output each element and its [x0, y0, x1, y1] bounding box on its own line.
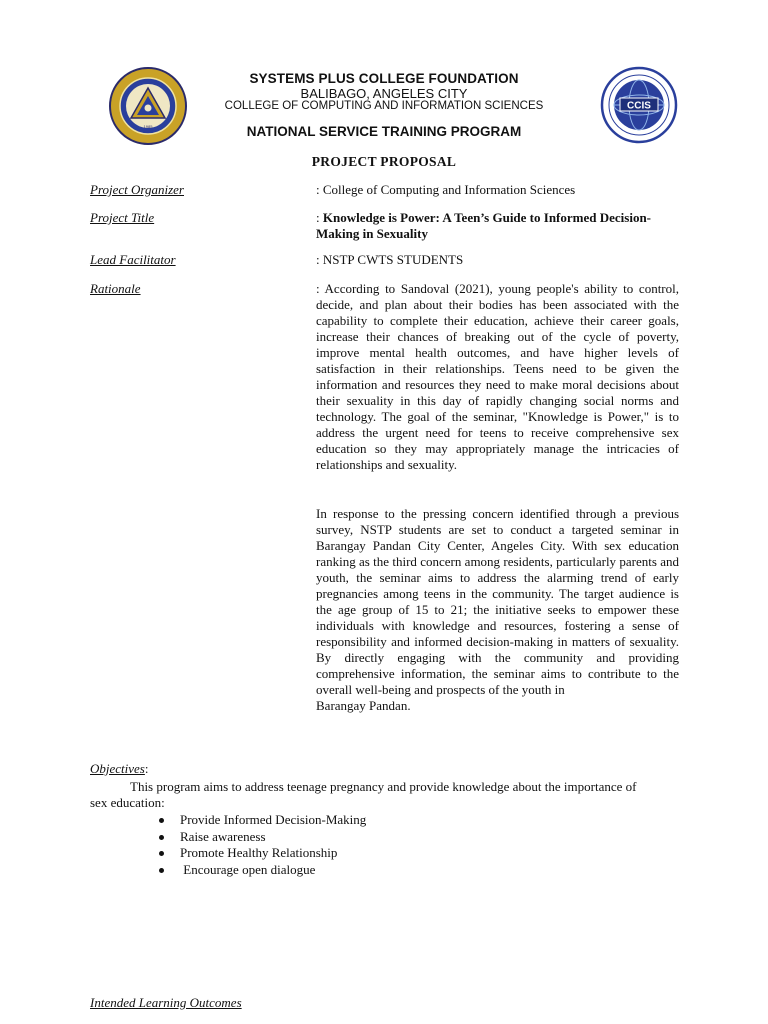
project-title-value — [316, 210, 679, 242]
objectives-heading — [90, 761, 149, 777]
objectives-label: Objectives — [90, 761, 145, 776]
objective-item: Raise awareness — [157, 829, 366, 846]
intended-learning-outcomes-label: Intended Learning Outcomes — [90, 995, 242, 1010]
objective-item: Promote Healthy Relationship — [157, 845, 366, 862]
objectives-intro: This program aims to address teenage pregnancy and provide knowledge about the importance of sex education: — [90, 779, 637, 810]
project-title-prefix: : — [316, 210, 323, 225]
facilitator-label: Lead Facilitator — [90, 252, 176, 267]
program-title: NATIONAL SERVICE TRAINING PROGRAM — [246, 124, 522, 139]
objective-item: Encourage open dialogue — [157, 862, 366, 879]
project-title-label: Project Title — [90, 210, 155, 225]
rationale-paragraph-1: : According to Sandoval (2021), young people's ability to control, decide, and plan about their bodies has been associated with the capability to complete their education, achieve their career goals, increase their chances of breaking out of the cycle of poverty, improve mental health outcomes, and have higher levels of satisfaction in their relationships. Teens need to be given the information and resources they need to make moral decisions about their sexuality in this day of rapidly changing social norms and technology. The goal of the seminar, "Knowledge is Power," is to address the urgent need for teens to receive comprehensive sex education so they may appropriately manage the intricacies of relationships and sexuality. — [316, 281, 679, 472]
objective-item: Provide Informed Decision-Making — [157, 812, 366, 829]
institution-name: SYSTEMS PLUS COLLEGE FOUNDATION — [249, 71, 519, 86]
college-name: COLLEGE OF COMPUTING AND INFORMATION SCIENCES — [224, 100, 544, 112]
project-title-text: Knowledge is Power: A Teen’s Guide to Informed Decision-Making in Sexuality — [316, 210, 651, 241]
institution-location: BALIBAGO, ANGELES CITY — [300, 86, 468, 101]
objectives-colon: : — [144, 761, 149, 776]
seal-year: 1985 — [143, 124, 153, 129]
rationale-paragraph-2-last-line: Barangay Pandan. — [316, 698, 411, 713]
rationale-label: Rationale — [90, 281, 141, 296]
rationale-paragraph-2 — [316, 506, 679, 714]
objectives-list — [157, 812, 366, 878]
organizer-label: Project Organizer — [90, 182, 184, 197]
rationale-paragraph-2-body: In response to the pressing concern identified through a previous survey, NSTP students are set to conduct a targeted seminar in Barangay Pandan City Center, Angeles City. With sex education ranking as the third concern among residents, particularly parents and youth, the seminar aims to address the alarming trend of early pregnancies among teens in the community. The target audience is the age group of 15 to 21; the initiative seeks to empower these individuals with knowledge and resources, fostering a sense of responsibility and informed decision-making in matters of sexuality. By directly engaging with the community and providing comprehensive information, the seminar aims to contribute to the overall well-being and prospects of the youth in — [316, 506, 679, 697]
organizer-value: : College of Computing and Information Sciences — [316, 182, 576, 197]
document-title: PROJECT PROPOSAL — [311, 154, 457, 169]
ccis-letters: CCIS — [627, 100, 651, 112]
facilitator-value: : NSTP CWTS STUDENTS — [316, 252, 464, 267]
